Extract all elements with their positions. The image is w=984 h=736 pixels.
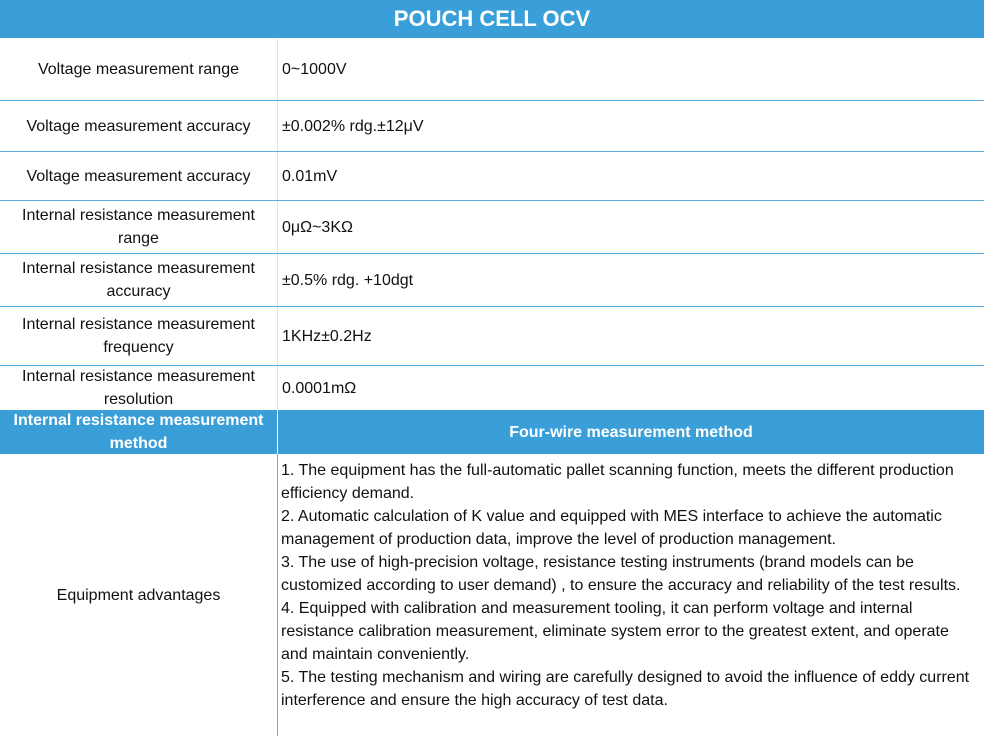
spec-label: Voltage measurement accuracy [26, 167, 251, 185]
spec-value: 0.01mV [277, 152, 984, 200]
advantage-item: 4. Equipped with calibration and measurement tooling, it can perform voltage and internal resistance calibration measurement, eliminate system error to the greatest extent, and operate and maintain conveniently. [281, 600, 949, 663]
method-label: Internal resistance measurement method [13, 412, 264, 452]
advantage-item: 3. The use of high-precision voltage, resistance testing instruments (brand models can be customized according to user demand) , to ensure the accuracy and reliability of the test results. [281, 554, 961, 594]
advantages-label: Equipment advantages [56, 586, 221, 604]
advantage-item: 1. The equipment has the full-automatic pallet scanning function, meets the different production efficiency demand. [281, 462, 954, 502]
spec-label: Internal resistance measurement resolution [22, 368, 255, 408]
spec-row-ir-resolution [0, 366, 984, 410]
spec-label: Internal resistance measurement frequency [22, 316, 255, 356]
advantages-row [0, 454, 984, 736]
advantage-item: 5. The testing mechanism and wiring are carefully designed to avoid the influence of eddy current interference and ensure the high accuracy of test data. [281, 669, 970, 709]
advantage-item: 2. Automatic calculation of K value and equipped with MES interface to achieve the automatic management of production data, improve the level of production management. [281, 508, 942, 548]
method-row [0, 410, 984, 454]
spec-label: Internal resistance measurement range [22, 207, 255, 247]
spec-row-ir-range [0, 201, 984, 253]
spec-label: Voltage measurement accuracy [26, 117, 251, 135]
method-value: Four-wire measurement method [277, 410, 984, 454]
spec-value: ±0.002% rdg.±12μV [277, 101, 984, 151]
spec-row-voltage-accuracy [0, 101, 984, 151]
spec-value: 0.0001mΩ [277, 366, 984, 410]
spec-value: 0μΩ~3KΩ [277, 201, 984, 253]
spec-label: Voltage measurement range [37, 61, 239, 78]
spec-label: Internal resistance measurement accuracy [22, 260, 255, 300]
spec-row-voltage-resolution [0, 152, 984, 200]
page-title: POUCH CELL OCV [0, 0, 984, 38]
spec-value: 1KHz±0.2Hz [277, 307, 984, 365]
spec-value: ±0.5% rdg. +10dgt [277, 254, 984, 306]
spec-value: 0~1000V [277, 39, 984, 100]
advantages-list [277, 454, 984, 736]
spec-row-voltage-range [0, 39, 984, 100]
spec-row-ir-accuracy [0, 254, 984, 306]
spec-row-ir-frequency [0, 307, 984, 365]
